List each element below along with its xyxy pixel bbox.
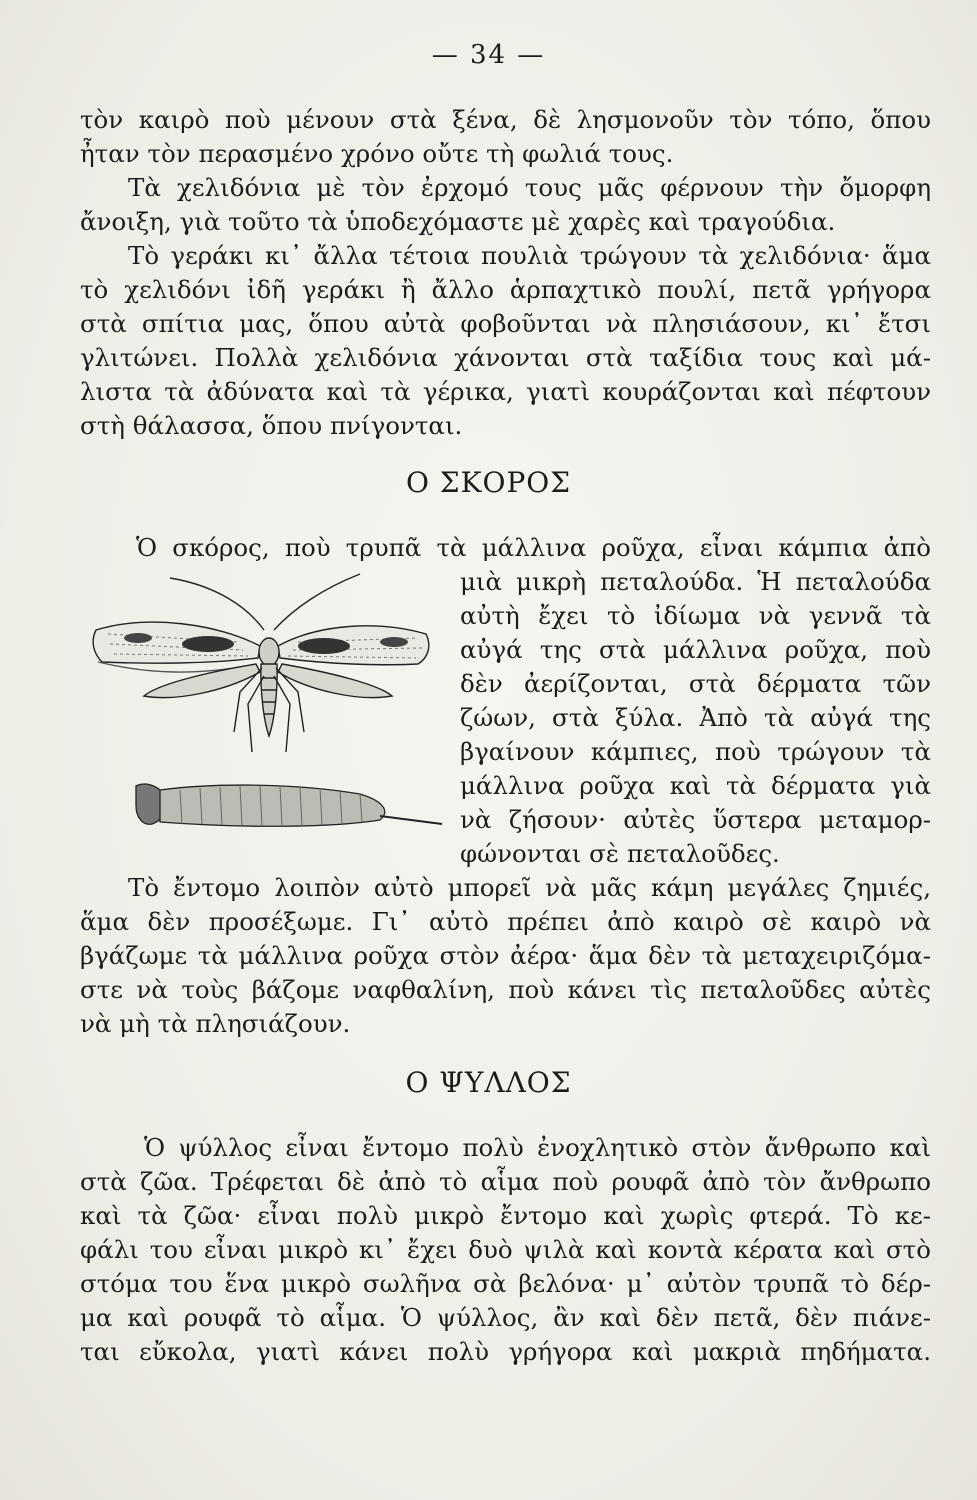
paragraph-line: τὸν καιρὸ ποὺ μένουν στὰ ξένα, δὲ λησμονοῦν τὸν τόπο, ὅπου — [80, 105, 931, 134]
paragraph-line: στὰ ζῶα. Τρέφεται δὲ ἀπὸ τὸ αἷμα ποὺ ρουφᾶ ἀπὸ τὸν ἄνθρωπο — [80, 1167, 931, 1196]
paragraph-line: Τὸ γεράκι κι᾿ ἄλλα τέτοια πουλιὰ τρώγουν τὰ χελιδόνια· ἅμα — [128, 241, 931, 270]
paragraph-line: λιστα τὰ ἀδύνατα καὶ τὰ γέρικα, γιατὶ κουράζονται καὶ πέφτουν — [80, 377, 931, 406]
section-title-moth: Ο ΣΚΟΡΟΣ — [405, 466, 572, 499]
paragraph-line: στὴ θάλασσα, ὅπου πνίγονται. — [80, 411, 463, 440]
paragraph-line: Ὁ σκόρος, ποὺ τρυπᾶ τὰ μάλλινα ροῦχα, εἶναι κάμπια ἀπὸ — [136, 533, 931, 562]
column-line: ζώων, στὰ ξύλα. Ἀπὸ τὰ αὐγά της — [460, 703, 931, 732]
section-title-flea: Ο ΨΥΛΛΟΣ — [405, 1066, 572, 1099]
paragraph-line: ται εὔκολα, γιατὶ κάνει πολὺ γρήγορα καὶ μακριὰ πηδήματα. — [80, 1337, 931, 1366]
paragraph-line: νὰ μὴ τὰ πλησιάζουν. — [80, 1009, 351, 1038]
column-line: βγαίνουν κάμπιες, ποὺ τρώγουν τὰ — [460, 737, 931, 766]
column-line: μάλλινα ροῦχα καὶ τὰ δέρματα γιὰ — [460, 771, 931, 800]
paragraph-line: Τὰ χελιδόνια μὲ τὸν ἐρχομό τους μᾶς φέρνουν τὴν ὄμορφη — [128, 173, 931, 202]
column-line: φώνονται σὲ πεταλοῦδες. — [460, 839, 780, 868]
paragraph-line: στὰ σπίτια μας, ὅπου αὐτὰ φοβοῦνται νὰ πλησιάσουν, κι᾿ ἔτσι — [80, 309, 931, 338]
paragraph-line: στόμα του ἕνα μικρὸ σωλῆνα σὰ βελόνα· μ᾿ αὐτὸν τρυπᾶ τὸ δέρ- — [80, 1269, 931, 1298]
paragraph-line: βγάζωμε τὰ μάλλινα ροῦχα στὸν ἀέρα· ἅμα δὲν τὰ μεταχειριζόμα- — [80, 941, 931, 970]
paragraph-line: ἅμα δὲν προσέξωμε. Γι᾿ αὐτὸ πρέπει ἀπὸ καιρὸ σὲ καιρὸ νὰ — [80, 907, 931, 936]
paragraph-line: φάλι του εἶναι μικρὸ κι᾿ ἔχει δυὸ ψιλὰ καὶ κοντὰ κέρατα καὶ στὸ — [80, 1235, 931, 1264]
paragraph-line: καὶ τὰ ζῶα· εἶναι πολὺ μικρὸ ἔντομο καὶ χωρὶς φτερά. Τὸ κε- — [80, 1201, 931, 1230]
column-line: αὐγά της στὰ μάλλινα ροῦχα, ποὺ — [460, 635, 931, 664]
paragraph-line: μα καὶ ρουφᾶ τὸ αἷμα. Ὁ ψύλλος, ἂν καὶ δὲν πετᾶ, δὲν πιάνε- — [80, 1303, 931, 1332]
paragraph-line: γλιτώνει. Πολλὰ χελιδόνια χάνονται στὰ ταξίδια τους καὶ μά- — [80, 343, 931, 372]
column-line: νὰ ζήσουν· αὐτὲς ὕστερα μεταμορ- — [460, 805, 931, 834]
column-line: δὲν ἀερίζονται, στὰ δέρματα τῶν — [460, 669, 931, 698]
paragraph-line: Τὸ ἔντομο λοιπὸν αὐτὸ μπορεῖ νὰ μᾶς κάμη μεγάλες ζημιές, — [128, 873, 931, 902]
paragraph-line: ἄνοιξη, γιὰ τοῦτο τὰ ὑποδεχόμαστε μὲ χαρὲς καὶ τραγούδια. — [80, 207, 836, 236]
moth-illustration — [88, 572, 448, 772]
paragraph-line: στε νὰ τοὺς βάζομε ναφθαλίνη, ποὺ κάνει τὶς πεταλοῦδες αὐτὲς — [80, 975, 931, 1004]
column-line: μιὰ μικρὴ πεταλούδα. Ἡ πεταλούδα — [460, 567, 931, 596]
paragraph-line: τὸ χελιδόνι ἰδῆ γεράκι ἢ ἄλλο ἁρπαχτικὸ πουλί, πετᾶ γρήγορα — [80, 275, 931, 304]
page-number: — 34 — — [431, 40, 546, 70]
paragraph-line: ἦταν τὸν περασμένο χρόνο οὔτε τὴ φωλιά τους. — [80, 139, 674, 168]
paragraph-line: Ὁ ψύλλος εἶναι ἔντομο πολὺ ἐνοχλητικὸ στὸν ἄνθρωπο καὶ — [144, 1133, 931, 1162]
column-line: αὐτὴ ἔχει τὸ ἰδίωμα νὰ γεννᾶ τὰ — [460, 601, 931, 630]
larva-case-illustration — [130, 776, 450, 856]
